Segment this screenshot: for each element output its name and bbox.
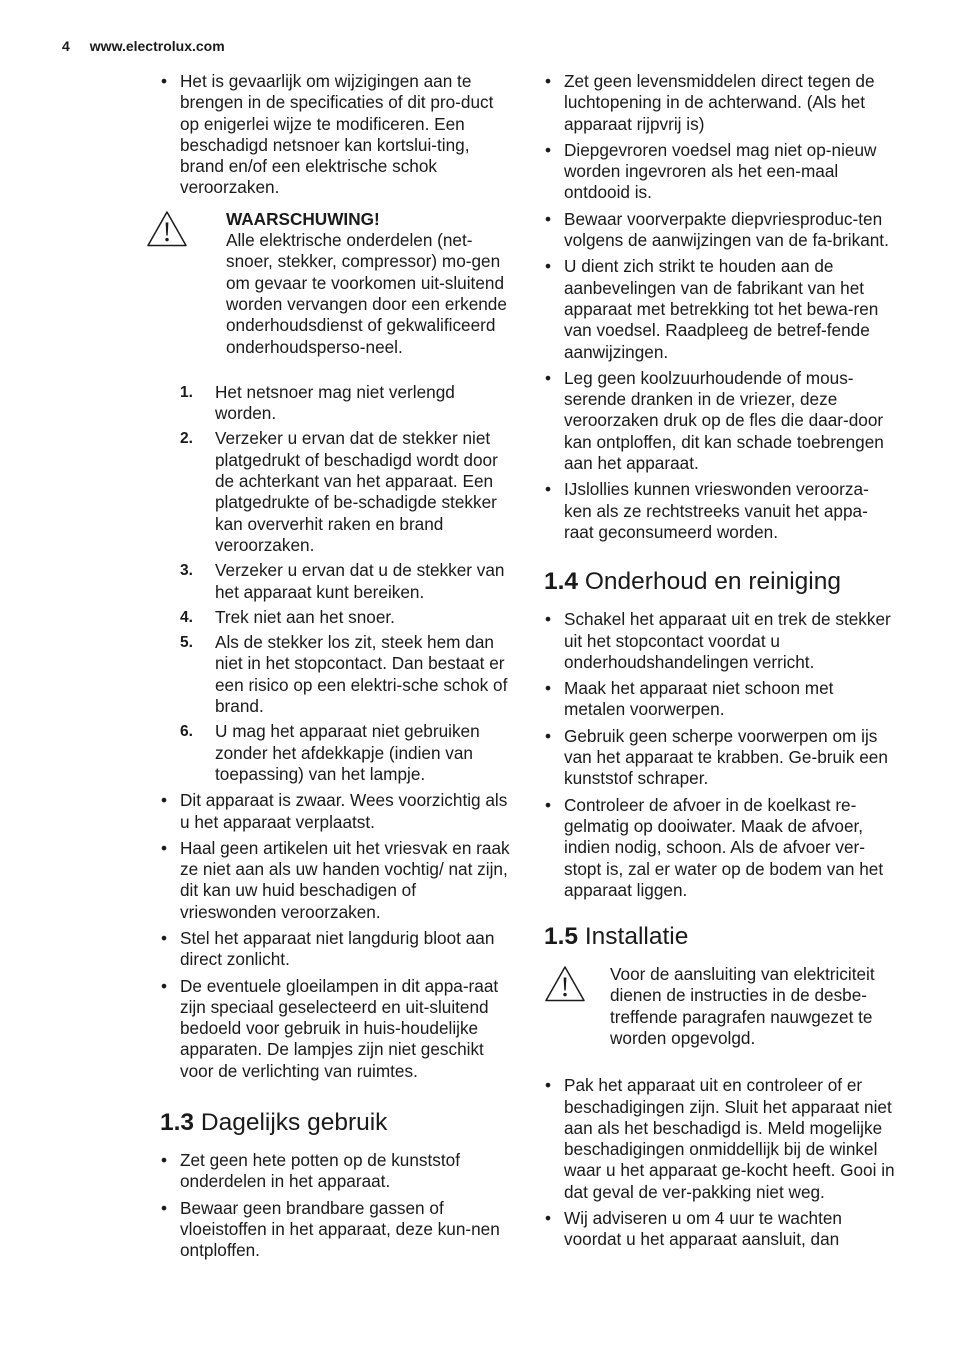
list-item: • Gebruik geen scherpe voorwerpen om ijs van het apparaat te krabben. Ge-bruik een kunststof schraper. [544, 726, 896, 790]
list-item: • Zet geen hete potten op de kunststof onderdelen in het apparaat. [160, 1150, 512, 1193]
daily-use-bullet-list-continued [544, 71, 896, 543]
list-item: • Stel het apparaat niet langdurig bloot aan direct zonlicht. [160, 928, 512, 971]
warning-text: Alle elektrische onderdelen (net-snoer, stekker, compressor) mo-gen om gevaar te voorkomen uit-sluitend worden vervangen door een erkende onderhoudsdienst of gekwalificeerd onderhoudsperso-neel. [226, 230, 507, 357]
list-item: • Leg geen koolzuurhoudende of mous-serende dranken in de vriezer, deze veroorzaken druk op de fles die daar-door kan ontploffen, dit kan schade toebrengen aan het apparaat. [544, 368, 896, 474]
list-item: • Haal geen artikelen uit het vriesvak en raak ze niet aan als uw handen vochtig/ nat zijn, dit kan uw huid beschadigen of vrieswonden veroorzaken. [160, 838, 512, 923]
installation-warning-block [544, 964, 896, 1049]
page-number: 4 [62, 38, 70, 54]
section-heading-1-4 [544, 567, 896, 597]
daily-use-bullet-list [160, 1150, 512, 1261]
item-number: 6. [180, 723, 193, 741]
maintenance-bullet-list [544, 609, 896, 901]
left-column [160, 71, 512, 1267]
list-item: • De eventuele gloeilampen in dit appa-raat zijn speciaal geselecteerd en uit-sluitend bedoeld voor gebruik in huis-houdelijke apparaten. De lampjes zijn niet geschikt voor de verlichting van ruimtes. [160, 976, 512, 1082]
numbered-item [160, 632, 512, 717]
item-number: 2. [180, 430, 193, 448]
numbered-item [160, 560, 512, 603]
warning-triangle-icon [146, 210, 188, 248]
list-item: • Controleer de afvoer in de koelkast re-gelmatig op dooiwater. Maak de afvoer, indien nodig, schoon. Als de afvoer ver-stopt is, zal er water op de bodem van het apparaat liggen. [544, 795, 896, 901]
list-item: • Schakel het apparaat uit en trek de stekker uit het stopcontact voordat u onderhoudshandelingen verricht. [544, 609, 896, 673]
warning-title: WAARSCHUWING! [226, 208, 380, 229]
list-item: • U dient zich strikt te houden aan de aanbevelingen van de fabrikant van het apparaat met betrekking tot het bewa-ren van voedsel. Raadpleeg de betref-fende aanwijzingen. [544, 256, 896, 362]
section-title: Onderhoud en reiniging [584, 568, 841, 596]
section-title: Dagelijks gebruik [200, 1109, 388, 1137]
section-heading-1-3 [160, 1108, 512, 1138]
item-text: Verzeker u ervan dat u de stekker van het apparaat kunt bereiken. [215, 560, 505, 602]
section-heading-1-5 [544, 922, 896, 952]
list-item: • Wij adviseren u om 4 uur te wachten voordat u het apparaat aansluit, dan [544, 1208, 896, 1251]
list-item: • Bewaar geen brandbare gassen of vloeistoffen in het apparaat, deze kun-nen ontploffen. [160, 1198, 512, 1262]
item-text: Het netsnoer mag niet verlengd worden. [215, 381, 455, 424]
list-item: • Pak het apparaat uit en controleer of er beschadigingen zijn. Sluit het apparaat niet aan als het beschadigd is. Meld mogelijke beschadigingen onmiddellijk bij de winkel waar u het apparaat ge-kocht heeft. Gooi in dat geval de ver-pakking niet weg. [544, 1075, 896, 1203]
numbered-item [160, 382, 512, 425]
list-item: • Het is gevaarlijk om wijzigingen aan te brengen in de specificaties of dit pro-duct op enigerlei wijze te modificeren. Een beschadigd netsnoer kan kortslui-ting, brand en/of een elektrische schok veroorzaken. [160, 71, 512, 199]
numbered-list [160, 382, 512, 785]
list-item: • Dit apparaat is zwaar. Wees voorzichtig als u het apparaat verplaatst. [160, 790, 512, 833]
safety-bullet-list [160, 790, 512, 1082]
numbered-item [160, 607, 512, 628]
numbered-item [160, 428, 512, 556]
item-number: 1. [180, 383, 193, 401]
item-number: 4. [180, 608, 193, 626]
page-header [62, 38, 225, 54]
list-item: • IJslollies kunnen vrieswonden veroorza-ken als ze rechtstreeks vanuit het appa-raat geconsumeerd worden. [544, 479, 896, 543]
item-text: Als de stekker los zit, steek hem dan niet in het stopcontact. Dan bestaat er een risico op een elektri-sche schok of brand. [215, 632, 508, 717]
numbered-item [160, 721, 512, 785]
warning-text: Voor de aansluiting van elektriciteit dienen de instructies in de desbe-treffende paragrafen nauwgezet te worden opgevolgd. [610, 964, 875, 1048]
section-number: 1.5 [544, 923, 579, 951]
list-item: • Bewaar voorverpakte diepvriesproduc-ten volgens de aanwijzingen van de fa-brikant. [544, 209, 896, 252]
section-number: 1.4 [544, 568, 579, 596]
item-number: 5. [180, 634, 193, 652]
list-item: • Diepgevroren voedsel mag niet op-nieuw worden ingevroren als het een-maal ontdooid is. [544, 140, 896, 204]
item-text: U mag het apparaat niet gebruiken zonder het afdekkapje (indien van toepassing) van het lampje. [215, 721, 480, 784]
item-number: 3. [180, 562, 193, 580]
intro-bullet-list [160, 71, 512, 199]
section-number: 1.3 [160, 1109, 195, 1137]
list-item: • Zet geen levensmiddelen direct tegen de luchtopening in de achterwand. (Als het apparaat rijpvrij is) [544, 71, 896, 135]
item-text: Trek niet aan het snoer. [215, 606, 395, 627]
website-link[interactable]: www.electrolux.com [89, 38, 225, 54]
installation-bullet-list [544, 1075, 896, 1250]
warning-triangle-icon [544, 965, 586, 1003]
item-text: Verzeker u ervan dat de stekker niet platgedrukt of beschadigd wordt door de achterkant van het apparaat. Een platgedrukte of be-schadigde stekker kan oververhit raken en brand veroorzaken. [215, 428, 498, 555]
warning-block [160, 209, 512, 358]
section-title: Installatie [584, 923, 689, 951]
right-column [544, 71, 896, 1256]
list-item: • Maak het apparaat niet schoon met metalen voorwerpen. [544, 678, 896, 721]
